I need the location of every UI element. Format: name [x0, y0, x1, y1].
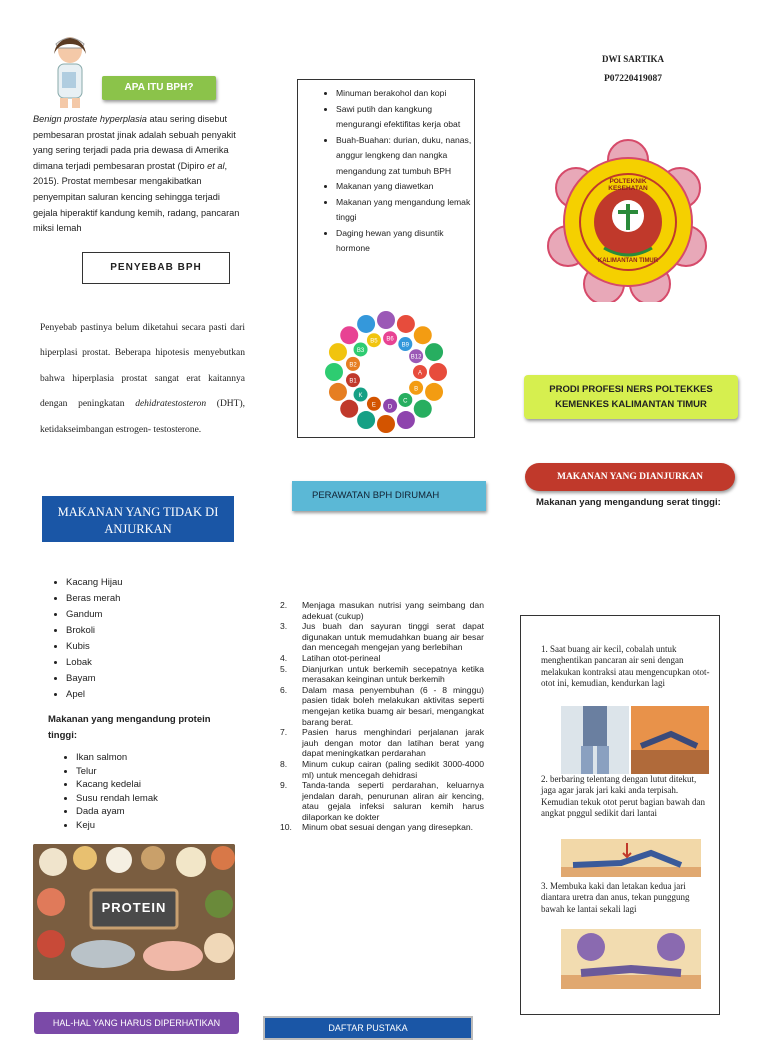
perawatan-list [280, 600, 484, 833]
item-number: 6. [280, 684, 288, 695]
logo-bottom-text: KALIMANTAN TIMUR [597, 258, 659, 264]
item-number: 10. [280, 822, 292, 833]
list-item [280, 780, 484, 822]
list-item [280, 664, 484, 685]
vitamin-label: D [387, 404, 393, 411]
daftar-pustaka-banner: DAFTAR PUSTAKA [263, 1016, 473, 1040]
protein-foods-image [33, 844, 235, 980]
author-name: DWI SARTIKA [602, 54, 664, 64]
list-item: • Bayam [66, 671, 216, 687]
item-number: 2. [541, 774, 548, 784]
food-icon [325, 363, 343, 381]
item-text: Dalam masa penyembuhan (6 - 8 minggu) pasien tidak boleh melakukan aktivitas seperti mengejan ketika buamg air besari, mengangkat barang berat. [302, 684, 484, 727]
item-number: 1. [541, 644, 548, 654]
list-item: • Dada ayam [76, 805, 226, 819]
list-item: • Makanan yang mengandung lemak tinggi [336, 195, 476, 226]
food-icon [377, 311, 395, 329]
item-number: 9. [280, 780, 288, 791]
penyebab-paragraph [40, 316, 245, 443]
list-item: • Kubis [66, 639, 216, 655]
intro-italic: Benign prostate hyperplasia [33, 114, 147, 124]
list-item: • Gandum [66, 607, 216, 623]
item-text: Menjaga masukan nutrisi yang seimbang dan adekuat (cukup) [302, 600, 484, 621]
exercise-image-2 [561, 839, 701, 877]
exercise-image-1 [561, 706, 709, 774]
vitamin-label: B1 [349, 378, 357, 385]
list-item: • Minuman berakohol dan kopi [336, 86, 476, 102]
list-item: • Sawi putih dan kangkung mengurangi efektifitas kerja obat [336, 102, 476, 133]
vitamin-label: A [417, 370, 423, 377]
hal-hal-banner: HAL-HAL YANG HARUS DIPERHATIKAN [34, 1012, 239, 1034]
exercise-box [520, 615, 720, 1015]
list-item: • Beras merah [66, 591, 216, 607]
avoid-foods-box [297, 79, 475, 438]
item-text: Saat buang air kecil, cobalah untuk menghentikan pancaran air seni dengan melakukan kontraksi atau mengencupkan otot-otot ini, kemudian, kendurkan lagi [541, 644, 710, 689]
list-item: • Lobak [66, 655, 216, 671]
recommended-subheading: Makanan yang mengandung serat tinggi: [536, 497, 721, 508]
food-icon [429, 363, 447, 381]
item-text: Pasien harus menghindari perjalanan jarak jauh dengan motor dan latihan berat yang dapat meningkatkan perdarahan [302, 727, 484, 759]
item-number: 2. [280, 600, 288, 610]
exercise-image-3 [561, 929, 701, 989]
vitamin-label: K [358, 393, 363, 400]
list-item: • Kacang kedelai [76, 778, 226, 792]
list-item: • Makanan yang diawetkan [336, 179, 476, 195]
intro-etal: et al [207, 160, 225, 171]
exercise-item-1 [541, 644, 711, 690]
list-item: • Apel [66, 687, 216, 703]
item-text: Dianjurkan untuk berkemih secepatnya ketika merasakan keinginan untuk berkemih [302, 663, 484, 685]
not-recommended-list [48, 575, 216, 703]
vitamin-label: B12 [410, 354, 422, 361]
food-icon [377, 415, 395, 433]
food-icon [357, 411, 375, 429]
list-item [280, 759, 484, 780]
penyebab-text-1: Penyebab pastinya belum diketahui secara pasti dari hiperplasi prostat. Beberapa hipotesis menyebutkan bahwa hiperplasia prostat sangat erat kaitannya dengan peningkatan [40, 323, 245, 410]
exercise-item-2 [541, 774, 711, 820]
list-item: • Keju [76, 819, 226, 833]
apa-itu-bph-label: APA ITU BPH? [102, 76, 216, 100]
list-item [280, 822, 484, 833]
food-icon [340, 400, 358, 418]
nurse-illustration [46, 34, 96, 108]
food-icon [329, 383, 347, 401]
item-text: Jus buah dan sayuran tinggi serat dapat digunakan untuk memudahkan buang air besar dan mencegah mengejan yang berlebihan [302, 621, 484, 653]
poltekkes-logo [546, 138, 710, 302]
item-number: 3. [280, 621, 288, 632]
vitamin-label: B6 [386, 336, 394, 343]
vitamin-label: B9 [401, 342, 409, 349]
list-item: • Ikan salmon [76, 751, 226, 765]
food-icon [414, 400, 432, 418]
list-item: • Kacang Hijau [66, 575, 216, 591]
protein-heading: Makanan yang mengandung protein tinggi: [48, 714, 211, 741]
penyebab-italic: dehidratestosteron [135, 399, 207, 410]
penyebab-callout: PENYEBAB BPH [82, 252, 230, 284]
penyebab-text-2: (DHT), ketidakseimbangan estrogen- testosterone. [40, 399, 246, 435]
item-text: Membuka kaki dan letakan kedua jari diantara uretra dan anus, tekan punggung bawah ke lantai sekali lagi [541, 881, 690, 914]
list-item [280, 621, 484, 653]
intro-end: , 2015). Prostat membesar mengakibatkan penyempitan saluran kencing sehingga terjadi gejala hiperaktif kandung kemih, radang, pancaran miksi lemah [33, 160, 240, 234]
intro-rest: atau sering disebut pembesaran prostat jinak adalah sebuah penyakit yang sering terjadi pada pria dewasa di Amerika dimana terjadi pembesaran prostat (Dipiro [33, 114, 236, 171]
item-number: 5. [280, 663, 288, 674]
not-recommended-banner: MAKANAN YANG TIDAK DI ANJURKAN [42, 496, 234, 542]
item-text: Minum obat sesuai dengan yang diresepkan. [302, 822, 474, 833]
item-text: Latihan otot-perineal [302, 652, 381, 663]
list-item [280, 653, 484, 664]
food-icon [340, 326, 358, 344]
list-item: • Brokoli [66, 623, 216, 639]
author-id: P07220419087 [603, 74, 663, 84]
list-item: • Buah-Buahan: durian, duku, nanas, anggur lengkeng dan nangka mengandung zat tumbuh BPH [336, 133, 476, 180]
food-icon [425, 343, 443, 361]
vitamin-label: B [414, 386, 419, 393]
list-item: • Telur [76, 765, 226, 779]
food-icon [425, 383, 443, 401]
vitamin-label: B3 [356, 347, 365, 354]
item-number: 8. [280, 758, 288, 769]
protein-list [58, 751, 226, 832]
program-title-box: PRODI PROFESI NERS POLTEKKES KEMENKES KALIMANTAN TIMUR [524, 375, 738, 419]
avoid-foods-list [318, 86, 476, 257]
intro-paragraph [33, 112, 245, 237]
list-item [280, 600, 484, 621]
protein-sign-label: PROTEIN [101, 900, 167, 915]
item-text: berbaring telentang dengan lutut ditekut, jaga agar jarak jari kaki anda terpisah. Kemudian tekuk otot perut bagian bawah dan angkat pnggul sedikit dari lantai [541, 774, 705, 819]
food-icon [397, 411, 415, 429]
food-icon [357, 315, 375, 333]
exercise-item-3 [541, 881, 711, 915]
vitamin-label: B5 [370, 338, 378, 345]
list-item: • Daging hewan yang disuntik hormone [336, 226, 476, 257]
logo-top-text: POLTEKNIK KESEHATAN [608, 178, 648, 192]
perawatan-banner: PERAWATAN BPH DIRUMAH [292, 481, 486, 511]
item-number: 7. [280, 727, 288, 738]
vitamin-label: E [371, 402, 376, 409]
list-item [280, 727, 484, 759]
item-text: Minum cukup cairan (paling sedikit 3000-4000 ml) untuk mencegah dehidrasi [302, 758, 484, 780]
vitamin-wheel-image [324, 310, 448, 434]
item-number: 4. [280, 652, 288, 663]
item-number: 3. [541, 881, 548, 891]
item-text: Tanda-tanda seperti perdarahan, keluarnya jendalan darah, penurunan aliran air kencing, atau gejala infeksi saluran kemih harus dilaporkan ke dokter [302, 780, 484, 822]
vitamin-label: B2 [349, 362, 357, 369]
list-item [280, 685, 484, 727]
vitamin-label: C [403, 398, 408, 405]
food-icon [397, 315, 415, 333]
recommended-banner: MAKANAN YANG DIANJURKAN [525, 463, 735, 491]
food-icon [414, 326, 432, 344]
list-item: • Susu rendah lemak [76, 792, 226, 806]
food-icon [329, 343, 347, 361]
